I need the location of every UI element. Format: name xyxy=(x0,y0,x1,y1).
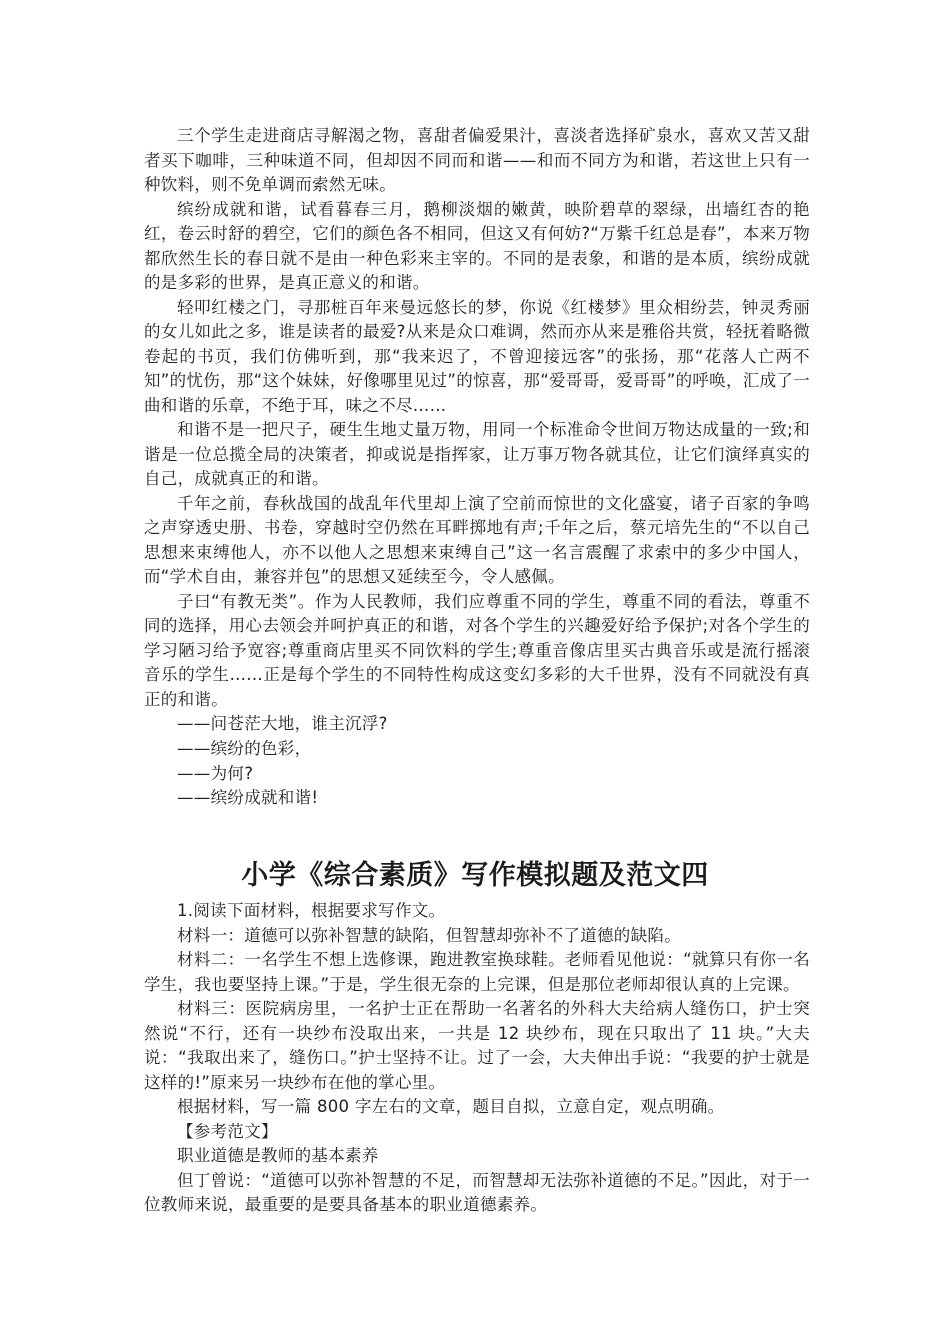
dialog-line-4: ——缤纷成就和谐! xyxy=(177,788,319,808)
dialog-line-2: ——缤纷的色彩， xyxy=(177,738,312,758)
material-one: 材料一：道德可以弥补智慧的缺陷，但智慧却弥补不了道德的缺陷。 xyxy=(177,925,681,945)
essay-paragraph-4: 和谐不是一把尺子，硬生生地丈量万物，用同一个标准命令世间万物达成量的一致;和谐是一位总揽全局的决策者，抑或说是指挥家，让万事万物各就其位，让它们演绎真实的自己，成就真正的和谐。 xyxy=(144,420,810,488)
prompt-instruction: 1.阅读下面材料，根据要求写作文。 xyxy=(177,901,446,920)
essay-paragraph-6: 子曰“有教无类”。作为人民教师，我们应尊重不同的学生，尊重不同的看法，尊重不同的选择，用心去领会并呵护真正的和谐，对各个学生的兴趣爱好给予保护;对各个学生的学习陋习给予宽容;尊重商店里买不同饮料的学生;尊重音像店里买古典音乐或是流行摇滚音乐的学生……正是每个学生的不同特性构成这变幻多彩的大千世界，没有不同就没有真正的和谐。 xyxy=(144,591,810,709)
material-two: 材料二：一名学生不想上选修课，跑进教室换球鞋。老师看见他说：“就算只有你一名学生，我也要坚持上课。”于是，学生很无奈的上完课，但是那位老师却很认真的上完课。 xyxy=(144,950,810,994)
prompt-body xyxy=(144,899,810,1218)
sample-essay-title: 职业道德是教师的基本素养 xyxy=(177,1146,379,1165)
essay-body xyxy=(144,124,810,811)
writing-requirement: 根据材料，写一篇 800 字左右的文章，题目自拟，立意自定，观点明确。 xyxy=(177,1097,725,1116)
dialog-line-1: ——问苍茫大地，谁主沉浮? xyxy=(177,714,388,733)
essay-paragraph-3: 轻叩红楼之门，寻那桩百年来曼远悠长的梦，你说《红楼梦》里众相纷芸，钟灵秀丽的女儿如此之多，谁是读者的最爱?从来是众口难调，然而亦从来是雅俗共赏，轻抚着略微卷起的书页，我们仿佛听到，那“我来迟了，不曾迎接远客”的张扬，那“花落人亡两不知”的忧伤，那“这个妹妹，好像哪里见过”的惊喜，那“爱哥哥，爱哥哥”的呼唤，汇成了一曲和谐的乐章，不绝于耳，味之不尽…… xyxy=(144,297,810,415)
dialog-line-3: ——为何? xyxy=(177,763,254,783)
sample-essay-paragraph-1: 但丁曾说：“道德可以弥补智慧的不足，而智慧却无法弥补道德的不足。”因此，对于一位教师来说，最重要的是要具备基本的职业道德素养。 xyxy=(144,1170,810,1214)
section-title: 小学《综合素质》写作模拟题及范文四 xyxy=(241,860,709,891)
essay-paragraph-1: 三个学生走进商店寻解渴之物，喜甜者偏爱果汁，喜淡者选择矿泉水，喜欢又苦又甜者买下咖啡，三种味道不同，但却因不同而和谐——和而不同方为和谐，若这世上只有一种饮料，则不免单调而索然无味。 xyxy=(144,126,810,194)
essay-paragraph-2: 缤纷成就和谐，试看暮春三月，鹅柳淡烟的嫩黄，映阶碧草的翠绿，出墙红杏的艳红，卷云时舒的碧空，它们的颜色各不相同，但这又有何妨?“万紫千红总是春”，本来万物都欣然生长的春日就不是由一种色彩来主宰的。不同的是表象，和谐的是本质，缤纷成就的是多彩的世界，是真正意义的和谐。 xyxy=(144,199,810,292)
essay-paragraph-5: 千年之前，春秋战国的战乱年代里却上演了空前而惊世的文化盛宴，诸子百家的争鸣之声穿透史册、书卷，穿越时空仍然在耳畔掷地有声;千年之后，蔡元培先生的“不以自己思想来束缚他人，亦不以他人之思想来束缚自己”这一名言震醒了求索中的多少中国人，而“学术自由，兼容并包”的思想又延续至今，令人感佩。 xyxy=(144,493,810,586)
material-three: 材料三：医院病房里，一名护士正在帮助一名著名的外科大夫给病人缝伤口，护士突然说“不行，还有一块纱布没取出来，一共是 12 块纱布，现在只取出了 11 块。”大夫说：“我取出来了，缝伤口。”护士坚持不让。过了一会，大夫伸出手说：“我要的护士就是这样的!”原来另一块纱布在他的掌心里。 xyxy=(144,999,810,1092)
reference-label: 【参考范文】 xyxy=(177,1121,278,1141)
